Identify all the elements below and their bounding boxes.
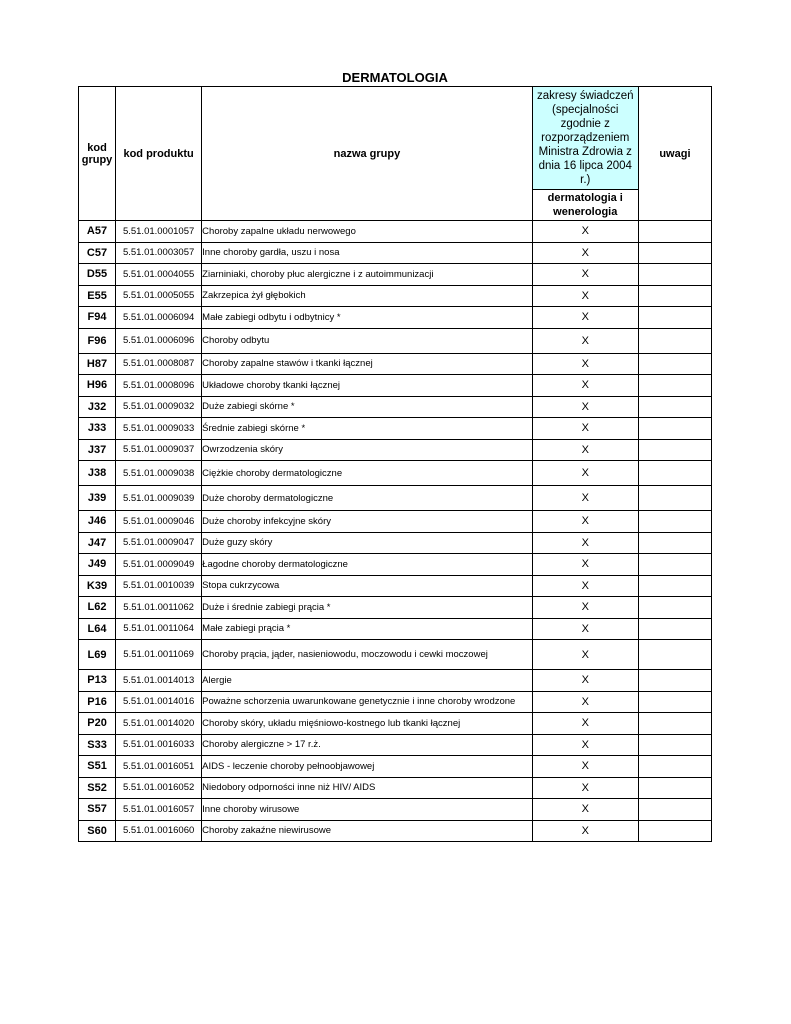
specialty-mark-cell: X bbox=[532, 575, 638, 597]
product-code-cell: 5.51.01.0003057 bbox=[116, 242, 202, 264]
group-code-cell: S57 bbox=[79, 799, 116, 821]
table-row bbox=[79, 285, 712, 307]
group-name-cell: Ciężkie choroby dermatologiczne bbox=[202, 461, 533, 486]
group-code-cell: L62 bbox=[79, 597, 116, 619]
group-code-cell: J39 bbox=[79, 486, 116, 511]
product-code-cell: 5.51.01.0001057 bbox=[116, 221, 202, 243]
group-code-cell: P20 bbox=[79, 713, 116, 735]
group-name-cell: AIDS - leczenie choroby pełnoobjawowej bbox=[202, 756, 533, 778]
table-row bbox=[79, 734, 712, 756]
remarks-cell bbox=[638, 285, 711, 307]
table-row bbox=[79, 396, 712, 418]
specialty-mark-cell: X bbox=[532, 486, 638, 511]
remarks-cell bbox=[638, 597, 711, 619]
group-name-cell: Choroby skóry, układu mięśniowo-kostnego lub tkanki łącznej bbox=[202, 713, 533, 735]
group-name-cell: Inne choroby wirusowe bbox=[202, 799, 533, 821]
remarks-cell bbox=[638, 618, 711, 640]
specialty-mark-cell: X bbox=[532, 756, 638, 778]
product-code-cell: 5.51.01.0011064 bbox=[116, 618, 202, 640]
remarks-cell bbox=[638, 242, 711, 264]
group-code-cell: F94 bbox=[79, 307, 116, 329]
product-code-cell: 5.51.01.0006096 bbox=[116, 328, 202, 353]
specialty-mark-cell: X bbox=[532, 799, 638, 821]
table-row bbox=[79, 532, 712, 554]
specialty-mark-cell: X bbox=[532, 353, 638, 375]
product-code-cell: 5.51.01.0014016 bbox=[116, 691, 202, 713]
table-row bbox=[79, 486, 712, 511]
group-name-cell: Ziarniniaki, choroby płuc alergiczne i z autoimmunizacji bbox=[202, 264, 533, 286]
group-code-cell: C57 bbox=[79, 242, 116, 264]
remarks-cell bbox=[638, 670, 711, 692]
table-row bbox=[79, 756, 712, 778]
specialty-mark-cell: X bbox=[532, 713, 638, 735]
product-code-cell: 5.51.01.0016060 bbox=[116, 820, 202, 842]
remarks-cell bbox=[638, 353, 711, 375]
remarks-cell bbox=[638, 820, 711, 842]
specialty-mark-cell: X bbox=[532, 375, 638, 397]
remarks-cell bbox=[638, 375, 711, 397]
table-row bbox=[79, 799, 712, 821]
table-row bbox=[79, 597, 712, 619]
header-nazwa-grupy: nazwa grupy bbox=[202, 87, 533, 221]
remarks-cell bbox=[638, 532, 711, 554]
group-code-cell: H96 bbox=[79, 375, 116, 397]
remarks-cell bbox=[638, 396, 711, 418]
product-code-cell: 5.51.01.0008096 bbox=[116, 375, 202, 397]
specialty-mark-cell: X bbox=[532, 670, 638, 692]
remarks-cell bbox=[638, 439, 711, 461]
group-name-cell: Zakrzepica żył głębokich bbox=[202, 285, 533, 307]
header-zakresy-swiadczen: zakresy świadczeń (specjalności zgodnie z rozporządzeniem Ministra Zdrowia z dnia 16 lipca 2004 r.) bbox=[532, 87, 638, 190]
group-code-cell: S60 bbox=[79, 820, 116, 842]
specialty-mark-cell: X bbox=[532, 554, 638, 576]
product-code-cell: 5.51.01.0005055 bbox=[116, 285, 202, 307]
group-code-cell: S51 bbox=[79, 756, 116, 778]
table-row bbox=[79, 439, 712, 461]
group-code-cell: J38 bbox=[79, 461, 116, 486]
product-code-cell: 5.51.01.0010039 bbox=[116, 575, 202, 597]
group-name-cell: Choroby prącia, jąder, nasieniowodu, moczowodu i cewki moczowej bbox=[202, 640, 533, 670]
group-code-cell: A57 bbox=[79, 221, 116, 243]
specialty-mark-cell: X bbox=[532, 532, 638, 554]
remarks-cell bbox=[638, 221, 711, 243]
group-name-cell: Choroby zapalne układu nerwowego bbox=[202, 221, 533, 243]
specialty-mark-cell: X bbox=[532, 777, 638, 799]
group-name-cell: Stopa cukrzycowa bbox=[202, 575, 533, 597]
product-code-cell: 5.51.01.0011062 bbox=[116, 597, 202, 619]
group-name-cell: Choroby odbytu bbox=[202, 328, 533, 353]
remarks-cell bbox=[638, 777, 711, 799]
remarks-cell bbox=[638, 691, 711, 713]
table-row bbox=[79, 618, 712, 640]
product-code-cell: 5.51.01.0009037 bbox=[116, 439, 202, 461]
table-row bbox=[79, 264, 712, 286]
group-name-cell: Inne choroby gardła, uszu i nosa bbox=[202, 242, 533, 264]
remarks-cell bbox=[638, 486, 711, 511]
group-name-cell: Poważne schorzenia uwarunkowane genetycznie i inne choroby wrodzone bbox=[202, 691, 533, 713]
product-code-cell: 5.51.01.0016033 bbox=[116, 734, 202, 756]
group-code-cell: S52 bbox=[79, 777, 116, 799]
product-code-cell: 5.51.01.0009033 bbox=[116, 418, 202, 440]
remarks-cell bbox=[638, 734, 711, 756]
group-name-cell: Choroby zapalne stawów i tkanki łącznej bbox=[202, 353, 533, 375]
group-code-cell: J49 bbox=[79, 554, 116, 576]
group-code-cell: J47 bbox=[79, 532, 116, 554]
product-code-cell: 5.51.01.0009038 bbox=[116, 461, 202, 486]
group-code-cell: E55 bbox=[79, 285, 116, 307]
table-row bbox=[79, 511, 712, 533]
table-row bbox=[79, 307, 712, 329]
group-code-cell: P13 bbox=[79, 670, 116, 692]
remarks-cell bbox=[638, 575, 711, 597]
table-row bbox=[79, 575, 712, 597]
group-code-cell: L64 bbox=[79, 618, 116, 640]
product-code-cell: 5.51.01.0014020 bbox=[116, 713, 202, 735]
group-name-cell: Łagodne choroby dermatologiczne bbox=[202, 554, 533, 576]
dermatology-table bbox=[78, 86, 712, 842]
remarks-cell bbox=[638, 418, 711, 440]
table-row bbox=[79, 353, 712, 375]
group-name-cell: Małe zabiegi prącia * bbox=[202, 618, 533, 640]
group-code-cell: J46 bbox=[79, 511, 116, 533]
group-code-cell: K39 bbox=[79, 575, 116, 597]
group-code-cell: F96 bbox=[79, 328, 116, 353]
group-code-cell: L69 bbox=[79, 640, 116, 670]
group-code-cell: S33 bbox=[79, 734, 116, 756]
remarks-cell bbox=[638, 328, 711, 353]
table-row bbox=[79, 221, 712, 243]
table-row bbox=[79, 375, 712, 397]
product-code-cell: 5.51.01.0009049 bbox=[116, 554, 202, 576]
specialty-mark-cell: X bbox=[532, 418, 638, 440]
product-code-cell: 5.51.01.0006094 bbox=[116, 307, 202, 329]
table-row bbox=[79, 713, 712, 735]
specialty-mark-cell: X bbox=[532, 511, 638, 533]
product-code-cell: 5.51.01.0016057 bbox=[116, 799, 202, 821]
remarks-cell bbox=[638, 511, 711, 533]
table-row bbox=[79, 461, 712, 486]
group-name-cell: Duże guzy skóry bbox=[202, 532, 533, 554]
group-name-cell: Małe zabiegi odbytu i odbytnicy * bbox=[202, 307, 533, 329]
group-name-cell: Średnie zabiegi skórne * bbox=[202, 418, 533, 440]
specialty-mark-cell: X bbox=[532, 264, 638, 286]
specialty-mark-cell: X bbox=[532, 307, 638, 329]
remarks-cell bbox=[638, 461, 711, 486]
product-code-cell: 5.51.01.0004055 bbox=[116, 264, 202, 286]
table-row bbox=[79, 640, 712, 670]
group-code-cell: P16 bbox=[79, 691, 116, 713]
group-code-cell: J33 bbox=[79, 418, 116, 440]
table-body bbox=[79, 221, 712, 842]
group-name-cell: Niedobory odporności inne niż HIV/ AIDS bbox=[202, 777, 533, 799]
specialty-mark-cell: X bbox=[532, 820, 638, 842]
specialty-mark-cell: X bbox=[532, 396, 638, 418]
table-row bbox=[79, 820, 712, 842]
remarks-cell bbox=[638, 307, 711, 329]
specialty-mark-cell: X bbox=[532, 618, 638, 640]
group-code-cell: D55 bbox=[79, 264, 116, 286]
group-name-cell: Owrzodzenia skóry bbox=[202, 439, 533, 461]
group-name-cell: Choroby alergiczne > 17 r.ż. bbox=[202, 734, 533, 756]
remarks-cell bbox=[638, 640, 711, 670]
table-row bbox=[79, 691, 712, 713]
table-row bbox=[79, 670, 712, 692]
remarks-cell bbox=[638, 756, 711, 778]
specialty-mark-cell: X bbox=[532, 691, 638, 713]
header-uwagi: uwagi bbox=[638, 87, 711, 221]
remarks-cell bbox=[638, 799, 711, 821]
header-kod-produktu: kod produktu bbox=[116, 87, 202, 221]
table-row bbox=[79, 554, 712, 576]
product-code-cell: 5.51.01.0009039 bbox=[116, 486, 202, 511]
specialty-mark-cell: X bbox=[532, 640, 638, 670]
header-specjalnosc: dermatologia i wenerologia bbox=[532, 190, 638, 221]
group-code-cell: H87 bbox=[79, 353, 116, 375]
product-code-cell: 5.51.01.0016052 bbox=[116, 777, 202, 799]
product-code-cell: 5.51.01.0016051 bbox=[116, 756, 202, 778]
specialty-mark-cell: X bbox=[532, 439, 638, 461]
group-code-cell: J37 bbox=[79, 439, 116, 461]
specialty-mark-cell: X bbox=[532, 734, 638, 756]
specialty-mark-cell: X bbox=[532, 461, 638, 486]
product-code-cell: 5.51.01.0009047 bbox=[116, 532, 202, 554]
product-code-cell: 5.51.01.0008087 bbox=[116, 353, 202, 375]
group-name-cell: Duże i średnie zabiegi prącia * bbox=[202, 597, 533, 619]
table-row bbox=[79, 328, 712, 353]
specialty-mark-cell: X bbox=[532, 328, 638, 353]
specialty-mark-cell: X bbox=[532, 597, 638, 619]
group-code-cell: J32 bbox=[79, 396, 116, 418]
group-name-cell: Układowe choroby tkanki łącznej bbox=[202, 375, 533, 397]
remarks-cell bbox=[638, 713, 711, 735]
table-row bbox=[79, 418, 712, 440]
remarks-cell bbox=[638, 264, 711, 286]
product-code-cell: 5.51.01.0014013 bbox=[116, 670, 202, 692]
page-title: DERMATOLOGIA bbox=[342, 70, 448, 85]
group-name-cell: Duże choroby dermatologiczne bbox=[202, 486, 533, 511]
header-kod-grupy: kod grupy bbox=[79, 87, 116, 221]
group-name-cell: Duże choroby infekcyjne skóry bbox=[202, 511, 533, 533]
group-name-cell: Choroby zakaźne niewirusowe bbox=[202, 820, 533, 842]
specialty-mark-cell: X bbox=[532, 221, 638, 243]
remarks-cell bbox=[638, 554, 711, 576]
product-code-cell: 5.51.01.0009032 bbox=[116, 396, 202, 418]
specialty-mark-cell: X bbox=[532, 242, 638, 264]
product-code-cell: 5.51.01.0009046 bbox=[116, 511, 202, 533]
product-code-cell: 5.51.01.0011069 bbox=[116, 640, 202, 670]
table-row bbox=[79, 242, 712, 264]
group-name-cell: Duże zabiegi skórne * bbox=[202, 396, 533, 418]
table-row bbox=[79, 777, 712, 799]
specialty-mark-cell: X bbox=[532, 285, 638, 307]
group-name-cell: Alergie bbox=[202, 670, 533, 692]
